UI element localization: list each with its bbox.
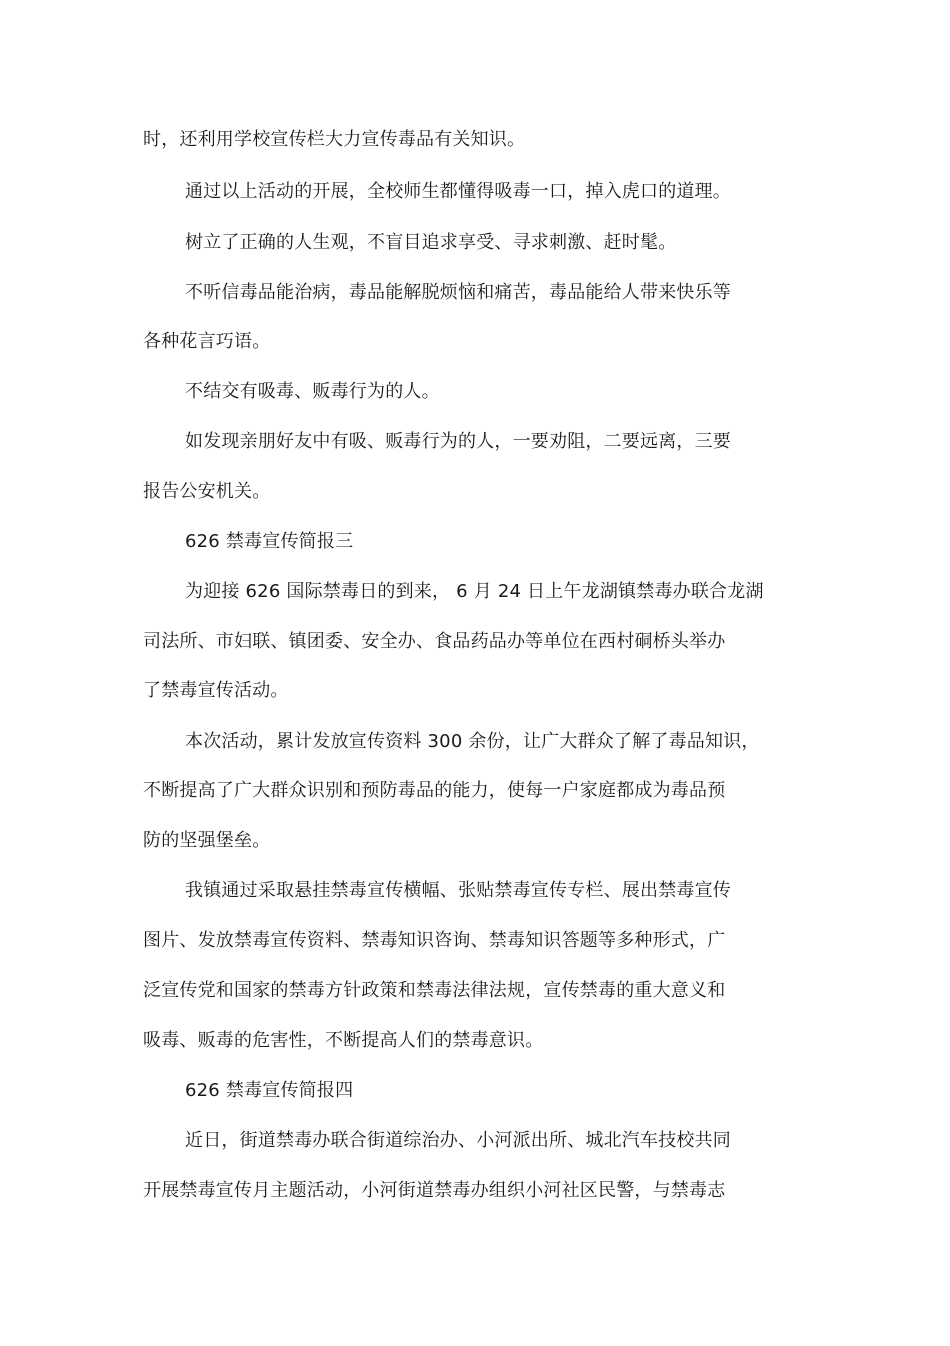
text-line: 树立了正确的人生观，不盲目追求享受、寻求刺激、赶时髦。 [185,232,677,253]
text-line: 不听信毒品能治病，毒品能解脱烦恼和痛苦，毒品能给人带来快乐等 [185,282,731,303]
text-line: 开展禁毒宣传月主题活动，小河街道禁毒办组织小河社区民警，与禁毒志 [143,1180,726,1201]
text-line: 通过以上活动的开展，全校师生都懂得吸毒一口，掉入虎口的道理。 [185,181,731,202]
text-line: 近日，街道禁毒办联合街道综治办、小河派出所、城北汽车技校共同 [185,1130,731,1151]
text-line: 不断提高了广大群众识别和预防毒品的能力，使每一户家庭都成为毒品预 [143,780,726,801]
text-line: 我镇通过采取悬挂禁毒宣传横幅、张贴禁毒宣传专栏、展出禁毒宣传 [185,880,731,901]
text-line: 本次活动，累计发放宣传资料 300 余份，让广大群众了解了毒品知识， [185,731,760,752]
section-heading: 626 禁毒宣传简报四 [185,1080,354,1101]
text-line: 不结交有吸毒、贩毒行为的人。 [185,381,440,402]
text-line: 时，还利用学校宣传栏大力宣传毒品有关知识。 [143,129,526,150]
section-heading: 626 禁毒宣传简报三 [185,531,354,552]
text-line: 吸毒、贩毒的危害性，不断提高人们的禁毒意识。 [143,1030,544,1051]
text-line: 图片、发放禁毒宣传资料、禁毒知识咨询、禁毒知识答题等多种形式，广 [143,930,726,951]
text-line: 如发现亲朋好友中有吸、贩毒行为的人，一要劝阻，二要远离，三要 [185,431,731,452]
text-line: 报告公安机关。 [143,481,271,502]
text-line: 了禁毒宣传活动。 [143,680,289,701]
text-line: 泛宣传党和国家的禁毒方针政策和禁毒法律法规，宣传禁毒的重大意义和 [143,980,726,1001]
text-line: 为迎接 626 国际禁毒日的到来， 6 月 24 日上午龙湖镇禁毒办联合龙湖 [185,581,764,602]
text-line: 防的坚强堡垒。 [143,830,271,851]
text-line: 司法所、市妇联、镇团委、安全办、食品药品办等单位在西村硐桥头举办 [143,631,726,652]
text-line: 各种花言巧语。 [143,331,271,352]
